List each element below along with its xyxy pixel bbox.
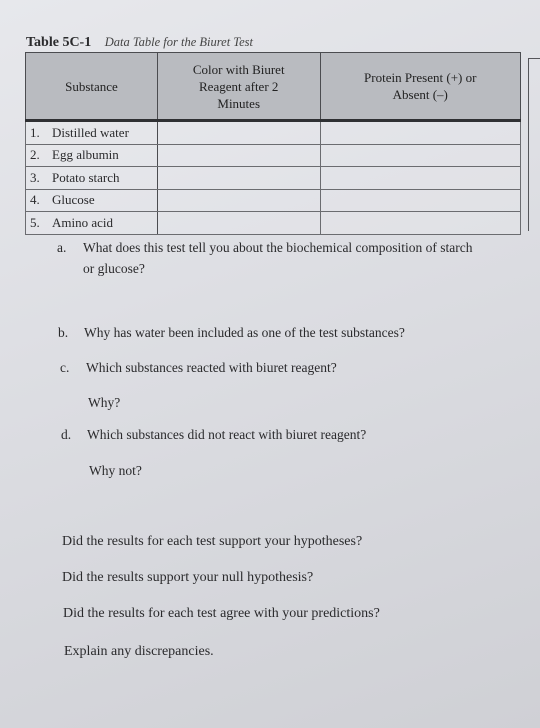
- question-label: c.: [60, 360, 70, 375]
- color-cell[interactable]: [157, 121, 320, 145]
- color-cell[interactable]: [157, 212, 320, 235]
- question-text: Which substances did not react with biuret reagent?: [87, 427, 367, 442]
- question-c-followup: [88, 393, 120, 413]
- table-row: [26, 121, 521, 145]
- protein-cell[interactable]: [320, 167, 520, 190]
- color-cell[interactable]: [157, 189, 320, 212]
- question-text: Which substances reacted with biuret reagent?: [86, 360, 337, 375]
- header-substance: Substance: [26, 53, 158, 121]
- question-d-followup: [89, 461, 142, 481]
- table-row: [26, 189, 521, 212]
- protein-cell[interactable]: [320, 144, 520, 167]
- table-row: [26, 212, 521, 235]
- protein-cell[interactable]: [320, 121, 520, 145]
- question-label: a.: [57, 240, 67, 255]
- table-header-row: [26, 53, 521, 121]
- table-number: Table 5C-1: [26, 35, 92, 50]
- substance-cell: 3. Potato starch: [26, 167, 158, 190]
- table-title: Data Table for the Biuret Test: [104, 35, 253, 49]
- table-row: [26, 167, 521, 190]
- color-cell[interactable]: [157, 167, 320, 190]
- table-caption: [26, 35, 253, 51]
- question-a-continued: [83, 259, 145, 279]
- question-text: What does this test tell you about the biochemical composition of starch: [83, 240, 473, 255]
- question-text: or glucose?: [83, 261, 145, 276]
- question-label: d.: [61, 427, 72, 442]
- substance-cell: 4. Glucose: [26, 189, 158, 212]
- protein-cell[interactable]: [320, 189, 520, 212]
- substance-cell: 5. Amino acid: [26, 212, 158, 235]
- final-question-null-hypothesis: Did the results support your null hypothesis?: [62, 570, 314, 585]
- adjacent-box-edge: [528, 58, 540, 231]
- question-text: Why has water been included as one of the test substances?: [84, 325, 405, 340]
- question-label: b.: [58, 325, 69, 340]
- substance-cell: 1. Distilled water: [26, 121, 158, 145]
- final-question-hypotheses: Did the results for each test support your hypotheses?: [62, 534, 363, 549]
- substance-cell: 2. Egg albumin: [26, 144, 158, 167]
- biuret-data-table: [25, 52, 521, 235]
- header-color: Color with Biuret Reagent after 2 Minutes: [157, 53, 320, 121]
- color-cell[interactable]: [157, 144, 320, 167]
- final-question-predictions: Did the results for each test agree with your predictions?: [63, 606, 380, 621]
- protein-cell[interactable]: [320, 212, 520, 235]
- final-question-discrepancies: Explain any discrepancies.: [64, 644, 214, 659]
- header-protein: Protein Present (+) or Absent (–): [320, 53, 520, 121]
- question-text: Why?: [88, 395, 121, 410]
- question-text: Why not?: [89, 463, 142, 478]
- table-row: [26, 144, 521, 167]
